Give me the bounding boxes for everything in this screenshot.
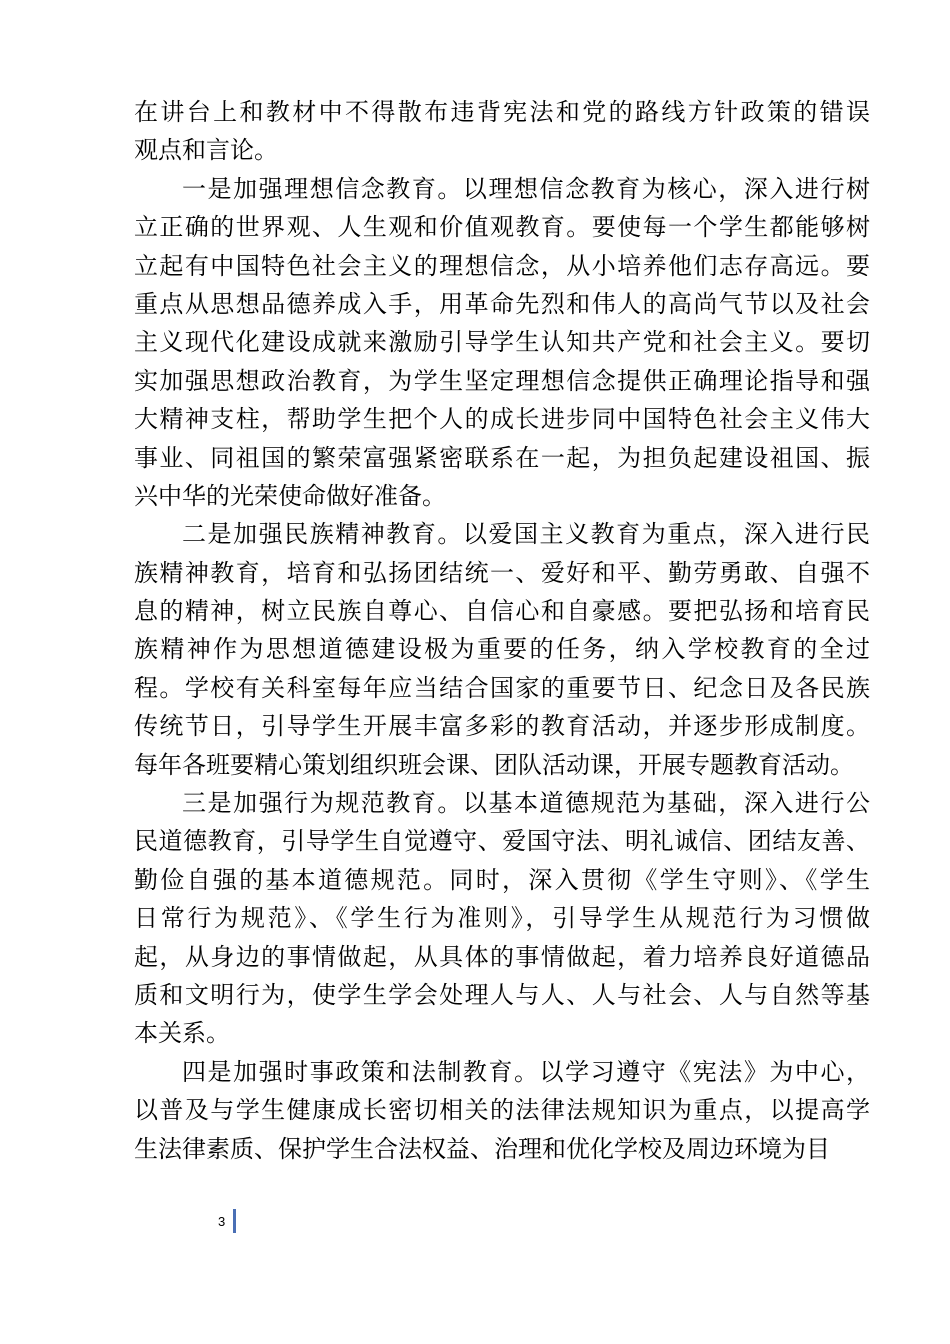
text-line: 重点从思想品德养成入手，用革命先烈和伟人的高尚气节以及社会 xyxy=(134,289,870,318)
text-line: 兴中华的光荣使命做好准备。 xyxy=(134,481,446,510)
page-number: 3 xyxy=(218,1213,226,1229)
text-line: 以普及与学生健康成长密切相关的法律法规知识为重点，以提高学 xyxy=(134,1096,870,1125)
text-line: 生法律素质、保护学生合法权益、治理和优化学校及周边环境为目 xyxy=(134,1134,830,1163)
document-body xyxy=(134,93,870,1168)
paragraph xyxy=(134,515,870,784)
page-number-bar xyxy=(233,1209,236,1233)
text-line: 传统节日，引导学生开展丰富多彩的教育活动，并逐步形成制度。 xyxy=(134,712,870,741)
text-line: 事业、同祖国的繁荣富强紧密联系在一起，为担负起建设祖国、振 xyxy=(134,443,870,472)
text-line: 大精神支柱，帮助学生把个人的成长进步同中国特色社会主义伟大 xyxy=(134,405,870,434)
text-line: 族精神作为思想道德建设极为重要的任务，纳入学校教育的全过 xyxy=(134,635,870,664)
text-line: 立正确的世界观、人生观和价值观教育。要使每一个学生都能够树 xyxy=(134,213,870,242)
text-line: 勤俭自强的基本道德规范。同时，深入贯彻《学生守则》、《学生 xyxy=(134,865,870,894)
text-line: 族精神教育，培育和弘扬团结统一、爱好和平、勤劳勇敢、自强不 xyxy=(134,558,870,587)
text-line: 质和文明行为，使学生学会处理人与人、人与社会、人与自然等基 xyxy=(134,980,870,1009)
text-line: 一是加强理想信念教育。以理想信念教育为核心，深入进行树 xyxy=(182,174,870,203)
text-line: 程。学校有关科室每年应当结合国家的重要节日、纪念日及各民族 xyxy=(134,673,870,702)
paragraph xyxy=(134,784,870,1053)
text-line: 主义现代化建设成就来激励引导学生认知共产党和社会主义。要切 xyxy=(134,328,870,357)
text-line: 观点和言论。 xyxy=(134,136,278,165)
text-line: 日常行为规范》、《学生行为准则》，引导学生从规范行为习惯做 xyxy=(134,904,870,933)
paragraph xyxy=(134,170,870,516)
text-line: 每年各班要精心策划组织班会课、团队活动课，开展专题教育活动。 xyxy=(134,750,854,779)
paragraph xyxy=(134,93,870,170)
text-line: 四是加强时事政策和法制教育。以学习遵守《宪法》为中心， xyxy=(182,1057,870,1086)
text-line: 三是加强行为规范教育。以基本道德规范为基础，深入进行公 xyxy=(182,789,870,818)
text-line: 二是加强民族精神教育。以爱国主义教育为重点，深入进行民 xyxy=(182,520,870,549)
text-line: 本关系。 xyxy=(134,1019,230,1048)
text-line: 实加强思想政治教育，为学生坚定理想信念提供正确理论指导和强 xyxy=(134,366,870,395)
text-line: 立起有中国特色社会主义的理想信念，从小培养他们志存高远。要 xyxy=(134,251,870,280)
text-line: 息的精神，树立民族自尊心、自信心和自豪感。要把弘扬和培育民 xyxy=(134,597,870,626)
text-line: 在讲台上和教材中不得散布违背宪法和党的路线方针政策的错误 xyxy=(134,98,870,126)
text-line: 起，从身边的事情做起，从具体的事情做起，着力培养良好道德品 xyxy=(134,942,870,971)
text-line: 民道德教育，引导学生自觉遵守、爱国守法、明礼诚信、团结友善、 xyxy=(134,827,870,856)
page-footer xyxy=(218,1208,236,1234)
paragraph xyxy=(134,1053,870,1168)
